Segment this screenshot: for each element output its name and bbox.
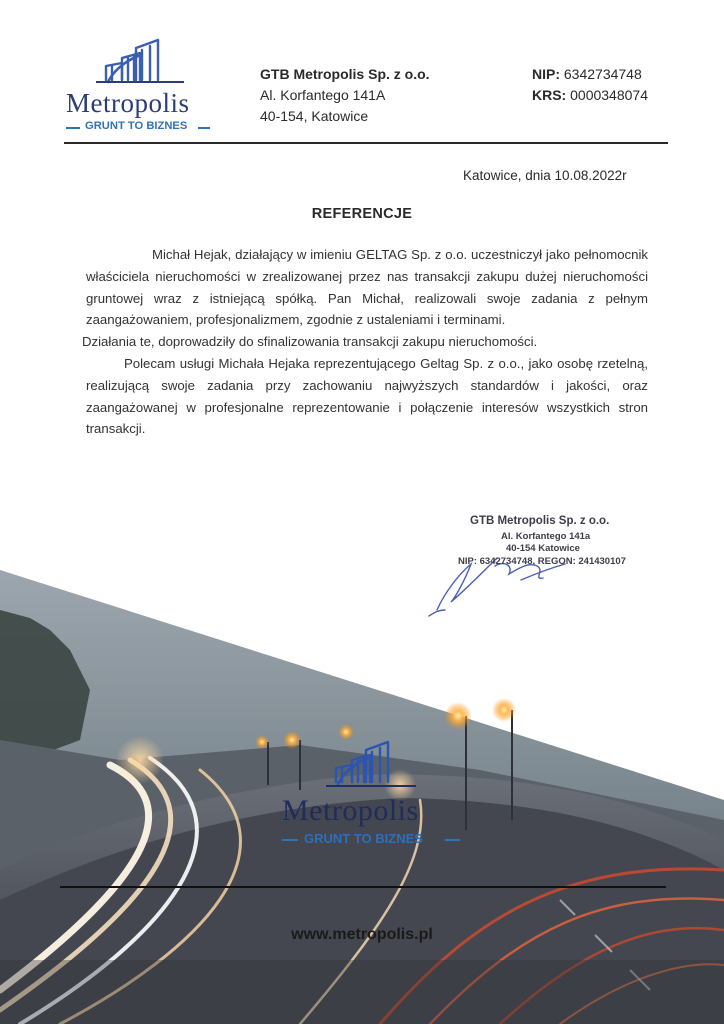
- body-paragraph-3: Polecam usługi Michała Hejaka reprezentującego Geltag Sp. z o.o., jako osobę rzetelną, realizującą swoje zadania przy zachowaniu najwyższych standardów i jakości, oraz zaangażowanej w profesjonalne reprezentowanie i połączenie interesów wszystkich stron transakcji.: [86, 355, 648, 437]
- krs-value: 0000348074: [570, 87, 648, 103]
- company-name: GTB Metropolis Sp. z o.o.: [260, 66, 430, 82]
- nip-label: NIP:: [532, 66, 560, 82]
- stamp-city: 40-154 Katowice: [506, 543, 580, 554]
- company-city: 40-154, Katowice: [260, 108, 369, 124]
- footer-logo-wordmark: Metropolis: [282, 794, 419, 827]
- logo-wordmark: Metropolis: [66, 88, 190, 118]
- stamp-street: Al. Korfantego 141a: [501, 531, 591, 542]
- krs-row: [532, 85, 648, 106]
- logo-tagline: GRUNT TO BIZNES: [85, 120, 188, 132]
- nip-value: 6342734748: [563, 66, 642, 82]
- footer-tagline-row: [282, 831, 462, 847]
- logo-tagline-row: [66, 120, 212, 134]
- footer-logo-tagline: GRUNT TO BIZNES: [304, 831, 423, 846]
- company-ids: [532, 64, 648, 106]
- tagline-dash-right: [198, 127, 210, 129]
- footer-tagline-dash-left: [282, 839, 298, 841]
- footer-divider: [60, 886, 666, 888]
- footer-tagline-dash-right: [445, 839, 460, 841]
- body-paragraph-2: Działania te, doprowadziły do sfinalizowania transakcji zakupu nieruchomości.: [82, 334, 538, 350]
- company-address: [260, 64, 430, 127]
- metropolis-logo: [62, 36, 217, 136]
- stamp-company-name: GTB Metropolis Sp. z o.o.: [470, 515, 610, 527]
- body-paragraph-1: Michał Hejak, działający w imieniu GELTAG Sp. z o.o. uczestniczył jako pełnomocnik właściciela nieruchomości w zrealizowanej przez nas transakcji zakupu dużej nieruchomości gruntowej wraz z istniejącą spółką. Pan Michał, realizowali swoje zadania z pełnym zaangażowaniem, profesjonalizmem, zgodnie z ustaleniami i terminami.: [86, 247, 648, 328]
- company-street: Al. Korfantego 141A: [260, 87, 386, 103]
- header-divider: [64, 142, 668, 144]
- reference-body: [82, 244, 648, 440]
- place-date: Katowice, dnia 10.08.2022r: [463, 168, 627, 183]
- website-link[interactable]: www.metropolis.pl: [291, 926, 433, 943]
- stamp-ids: NIP: 6342734748, REGON: 241430107: [458, 556, 626, 567]
- footer-metropolis-logo: [276, 738, 466, 853]
- nip-row: [532, 64, 648, 85]
- tagline-dash-left: [66, 127, 80, 129]
- document-title: REFERENCJE: [311, 206, 413, 222]
- krs-label: KRS:: [532, 87, 567, 103]
